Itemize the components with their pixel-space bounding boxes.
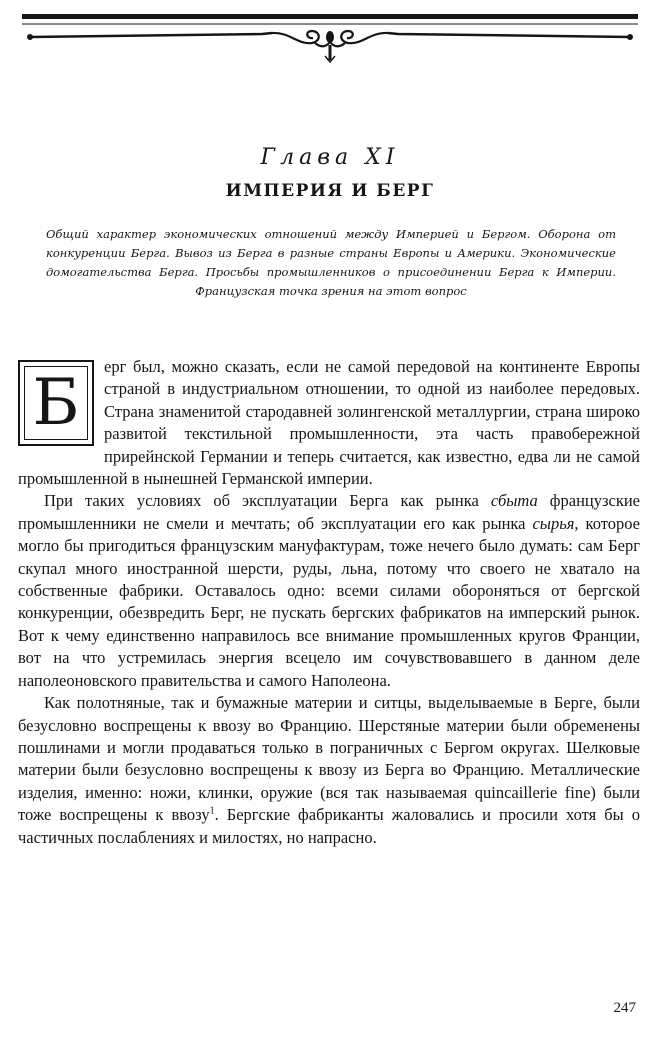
paragraph-3 xyxy=(18,692,640,849)
paragraph-3-end: . Бергские фабриканты жаловались и просили хотя бы о частичных послаблениях и милостях, но напрасно. xyxy=(18,805,640,847)
chapter-summary: Общий характер экономических отношений между Империей и Бергом. Оборона от конкуренции Берга. Вывоз из Берга в разные страны Европы и Америки. Экономические домогательства Берга. Просьбы промышленников о присоединении Берга к Империи. Французская точка зрения на этот вопрос xyxy=(46,227,616,298)
paragraph-1-text: ерг был, можно сказать, если не самой передовой на континенте Европы страной в индустриальном отношении, то одной из наиболее передовых. Страна знаменитой стародавней золингенской металлургии, страна широко развитой текстильной промышленности, эта часть правобережной прирейнской Германии и теперь считается, как известно, едва ли не самой промышленной в нынешней Германской империи. xyxy=(18,357,640,489)
paragraph-2-part-c: , которое могло бы пригодиться французским мануфактурам, тоже нечего было думать: сам Берг скупал много иностранной шерсти, руды, льна, потому что своего не хватало на собственные фабрики. Оставалось одно: всеми силами обороняться от бергской конкуренции, обезвредить Берг, не пускать бергских фабрикатов на имперский рынок. Вот к чему единственно направилось все внимание промышленных кругов Франции, вот на что устремилась энергия всецело им сочувствовавшего в данном деле наполеоновского правительства и самого Наполеона. xyxy=(18,513,641,690)
paragraph-3-text: Как полотняные, так и бумажные материи и ситцы, выделываемые в Берге, были безусловно воспрещены к ввозу во Францию. Шерстяные материи были обременены пошлинами и могли продаваться только в пограничных с Бергом округах. Шелковые материи были безусловно воспрещены к ввозу из Берга во Францию. Металлические изделия, именно: ножи, клинки, оружие (вся так называемая quincaillerie fine) были тоже воспрещены к ввозу xyxy=(18,693,640,825)
paragraph-2 xyxy=(18,490,640,692)
paragraph-2-part-a: При таких условиях об эксплуатации Берга как рынка xyxy=(44,491,491,511)
page-number: 247 xyxy=(613,1000,636,1016)
body-text xyxy=(18,356,640,849)
footnote-marker[interactable]: 1 xyxy=(209,805,215,817)
drop-cap-letter: Б xyxy=(32,366,80,440)
paragraph-1 xyxy=(18,356,640,490)
paragraph-2-part-b: французские промышленники не смели и мечтать; об эксплуатации его как рынка xyxy=(18,491,640,533)
decorative-header-rule-icon xyxy=(22,12,638,68)
emphasis-sbyta: сбыта xyxy=(490,491,538,511)
chapter-title: ИМПЕРИЯ И БЕРГ xyxy=(225,181,435,201)
emphasis-syrya: сырья xyxy=(532,513,575,533)
chapter-number: Глава XI xyxy=(260,145,400,170)
drop-cap xyxy=(18,360,94,446)
